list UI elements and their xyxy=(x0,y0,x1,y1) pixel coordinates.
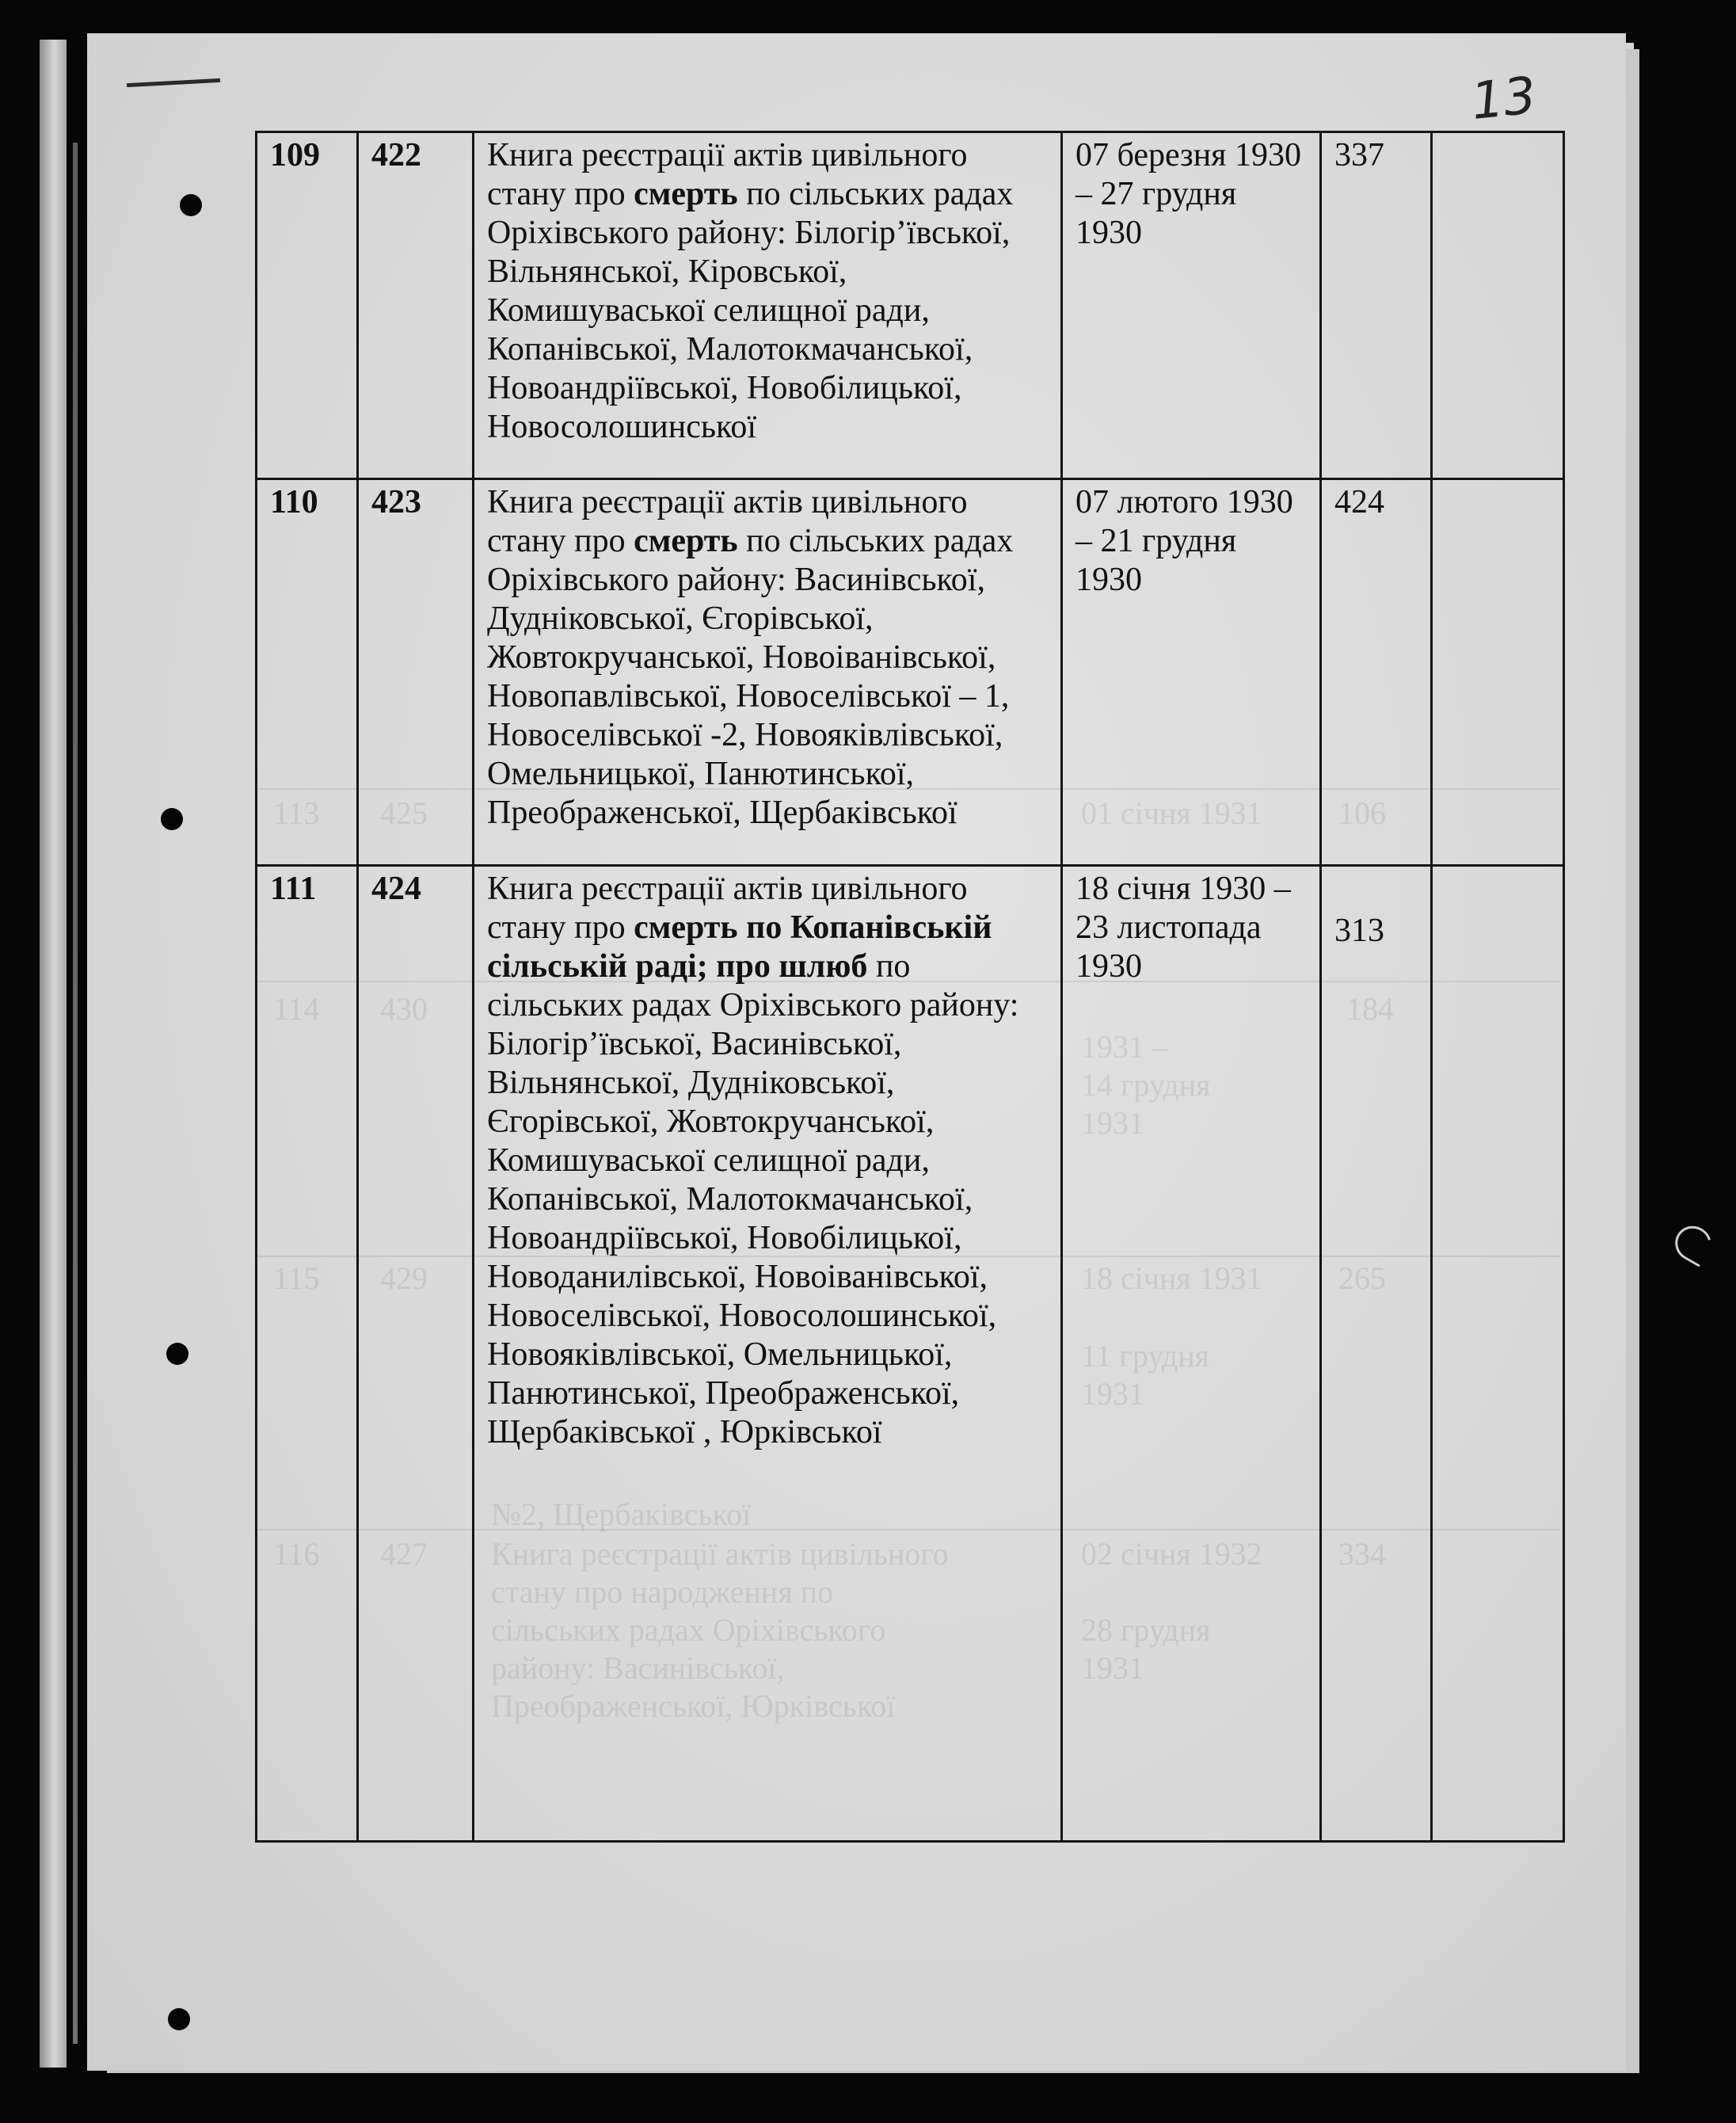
bleed-text: 18 січня 1931 xyxy=(1081,1260,1262,1296)
description-emphasis: смерть по Копанівській сільській раді; про шлюб xyxy=(487,909,992,985)
case-description xyxy=(474,866,1062,1842)
bleed-text: 1931 xyxy=(1081,1650,1144,1686)
case-description xyxy=(474,479,1062,866)
bleed-text: 184 xyxy=(1346,991,1394,1027)
description-emphasis: смерть xyxy=(634,176,738,212)
description-text: Книга реєстрації актів цивільного стану про xyxy=(487,871,968,946)
register-table xyxy=(255,131,1565,1843)
notes-cell xyxy=(1432,132,1564,479)
page-count-value: 313 xyxy=(1334,913,1384,949)
bleed-text: 1931 – xyxy=(1081,1029,1168,1065)
bleed-text: 114 xyxy=(273,991,320,1027)
description-text: Книга реєстрації актів цивільного стану про xyxy=(487,484,968,559)
notes-cell xyxy=(1432,866,1564,1842)
bleed-text: 28 грудня xyxy=(1081,1612,1211,1648)
bleed-text: 115 xyxy=(273,1260,320,1296)
bleed-text: №2, Щербаківської xyxy=(491,1496,752,1532)
bleed-text: 01 січня 1931 xyxy=(1081,795,1262,831)
row-index: 110 xyxy=(257,479,358,866)
bleed-text: Книга реєстрації актів цивільного xyxy=(491,1536,949,1572)
row-index: 111 xyxy=(257,866,358,1842)
row-index: 109 xyxy=(257,132,358,479)
page-number: 13 xyxy=(1468,66,1540,132)
punch-hole xyxy=(168,2008,190,2030)
case-number: 424 xyxy=(358,866,474,1842)
bleed-text: 1931 xyxy=(1081,1376,1144,1412)
case-number: 422 xyxy=(358,132,474,479)
case-description xyxy=(474,132,1062,479)
page-fold xyxy=(73,143,78,2044)
description-emphasis: смерть xyxy=(634,523,738,559)
description-text: по сільських радах Оріхівського району: Білогір’ївської, Васинівської, Вільнянської, Дудніковської, Єгорівської, Жовтокручанської, Комишуваської селищної ради, Копанівської, Малотокмачанської, Новоандріївської, Новобілицької, Новоданилівської, Новоіванівської, Новоселівської, Новосолошинської, Новояківлівської, Омельницької, Панютинської, Преображенської, Щербаківської , Юрківської xyxy=(487,948,1019,1450)
bleed-text: 265 xyxy=(1338,1260,1386,1296)
page-count: 337 xyxy=(1321,132,1432,479)
margin-mark xyxy=(1669,1219,1718,1267)
bleed-text: Преображенської, Юрківської xyxy=(491,1688,896,1724)
date-range: 18 січня 1930 – 23 листопада 1930 xyxy=(1062,866,1321,1842)
binder-spine xyxy=(40,40,67,2068)
bleed-text: 430 xyxy=(380,991,428,1027)
bleed-text: 427 xyxy=(380,1536,428,1572)
bleed-text: 425 xyxy=(380,795,428,831)
notes-cell xyxy=(1432,479,1564,866)
description-text: по сільських радах Оріхівського району: Білогір’ївської, Вільнянської, Кіровської, Комишуваської селищної ради, Копанівської, Малотокмачанської, Новоандріївської, Новобілицької, Новосолошинської xyxy=(487,176,1014,445)
table-row xyxy=(257,866,1564,1842)
bleed-text: 429 xyxy=(380,1260,428,1296)
date-range: 07 лютого 1930 – 21 грудня 1930 xyxy=(1062,479,1321,866)
punch-hole xyxy=(180,194,202,216)
bleed-text: району: Васинівської, xyxy=(491,1650,785,1686)
date-range: 07 березня 1930 – 27 грудня 1930 xyxy=(1062,132,1321,479)
table-row xyxy=(257,479,1564,866)
punch-hole xyxy=(166,1343,188,1365)
bleed-text: 1931 xyxy=(1081,1105,1144,1141)
bleed-text: 11 грудня xyxy=(1081,1338,1210,1374)
bleed-text: сільських радах Оріхівського xyxy=(491,1612,886,1648)
punch-hole xyxy=(161,808,183,830)
table-row xyxy=(257,132,1564,479)
page-count xyxy=(1321,866,1432,1842)
bleed-text: стану про народження по xyxy=(491,1574,834,1610)
case-number: 423 xyxy=(358,479,474,866)
bleed-text: 14 грудня xyxy=(1081,1067,1211,1103)
description-text: по сільських радах Оріхівського району: Васинівської, Дудніковської, Єгорівської, Жовтокручанської, Новоіванівської, Новопавлівської, Новоселівської – 1, Новоселівської -2, Новояківлівської, Омельницької, Панютинської, Преображенської, Щербаківської xyxy=(487,523,1014,831)
bleed-text: 334 xyxy=(1338,1536,1386,1572)
page-count: 424 xyxy=(1321,479,1432,866)
bleed-text: 02 січня 1932 xyxy=(1081,1536,1262,1572)
bleed-text: 106 xyxy=(1338,795,1386,831)
bleed-text: 116 xyxy=(273,1536,320,1572)
bleed-text: 113 xyxy=(273,795,320,831)
description-text: Книга реєстрації актів цивільного стану про xyxy=(487,137,968,212)
